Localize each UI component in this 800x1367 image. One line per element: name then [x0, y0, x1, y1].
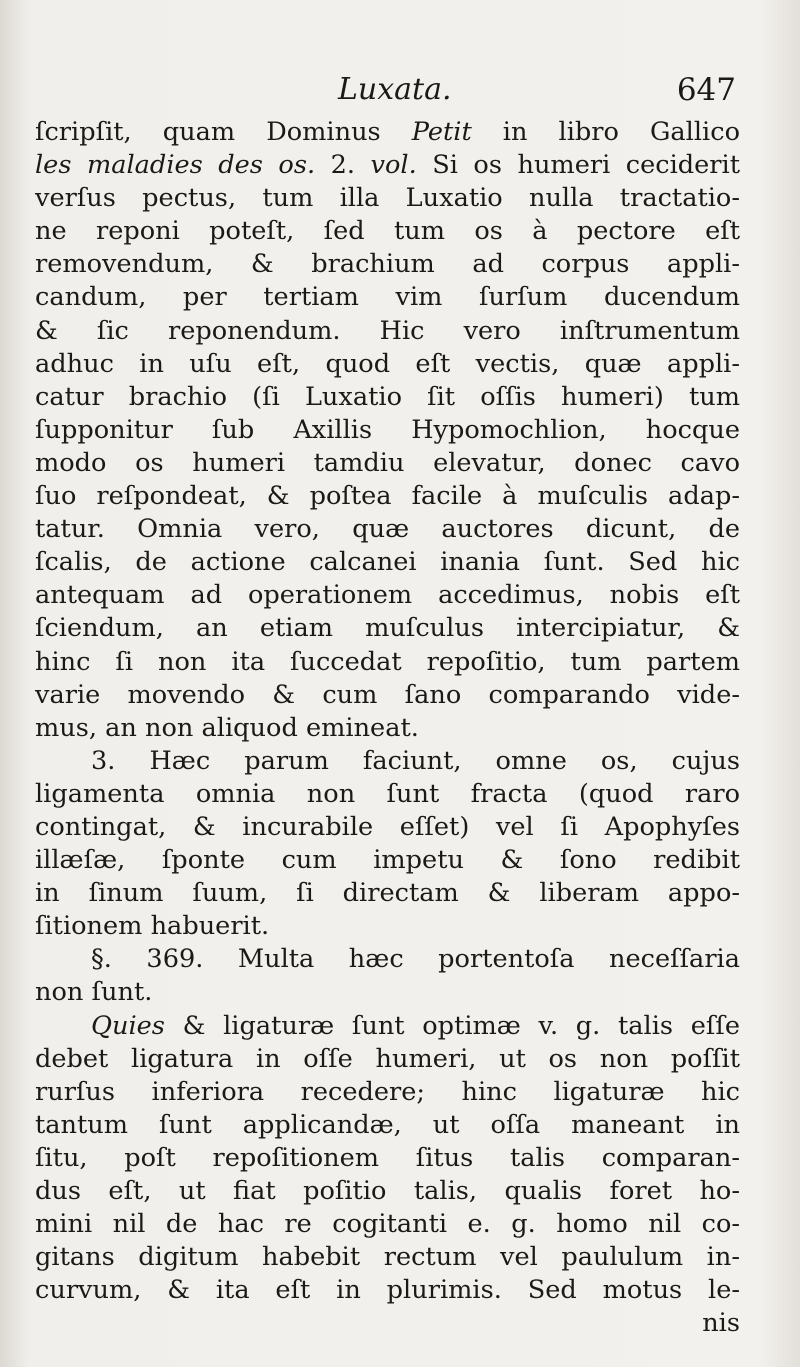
text-line: [35, 646, 740, 679]
text-line: [35, 116, 740, 149]
text-segment: mini nil de hac re cogitanti e. g. homo nil co-: [35, 1209, 740, 1240]
text-line: [35, 1274, 740, 1307]
text-segment: ligamenta omnia non ſunt fracta (quod raro: [35, 778, 740, 809]
text-line: [35, 546, 740, 579]
text-line: [35, 910, 740, 943]
text-segment: mus, an non aliquod emineat.: [35, 712, 419, 743]
text-line: [35, 1175, 740, 1208]
text-line: [35, 1241, 740, 1274]
text-line: [35, 381, 740, 414]
text-line: [35, 414, 740, 447]
text-segment: gitans digitum habebit rectum vel paululum in-: [35, 1242, 740, 1273]
text-segment: catur brachio (ſi Luxatio ſit oſſis humeri) tum: [35, 381, 740, 412]
italic-text: les maladies des os.: [35, 150, 316, 181]
text-segment: ſitu, poſt repoſitionem ſitus talis comparan-: [35, 1142, 740, 1173]
text-line: [35, 1010, 740, 1043]
text-segment: illæſæ, ſponte cum impetu & ſono redibit: [35, 845, 740, 876]
text-line: [35, 844, 740, 877]
running-title: Luxata.: [338, 72, 452, 107]
text-segment: & ligaturæ ſunt optimæ v. g. talis eſſe: [164, 1010, 740, 1041]
text-line: [35, 1142, 740, 1175]
page-number: 647: [676, 72, 736, 108]
text-segment: & ſic reponendum. Hic vero inſtrumentum: [35, 315, 740, 346]
italic-text: Petit: [411, 117, 472, 147]
text-segment: ſupponitur ſub Axillis Hypomochlion, hocque: [35, 414, 740, 445]
text-segment: §. 369. Multa hæc portentoſa neceſſaria: [91, 944, 740, 975]
text-segment: 2.: [315, 150, 371, 181]
text-segment: hinc ſi non ita ſuccedat repoſitio, tum partem: [35, 646, 740, 677]
text-line: [35, 215, 740, 248]
text-segment: ſcalis, de actione calcanei inania ſunt. Sed hic: [35, 547, 740, 578]
text-segment: candum, per tertiam vim ſurſum ducendum: [35, 282, 740, 313]
text-segment: varie movendo & cum ſano comparando vide-: [35, 679, 740, 710]
text-segment: in libro Gallico: [471, 117, 740, 147]
text-segment: verſus pectus, tum illa Luxatio nulla tractatio-: [35, 183, 740, 214]
text-line: [35, 248, 740, 281]
text-segment: dus eſt, ut fiat poſitio talis, qualis foret ho-: [35, 1176, 740, 1206]
text-segment: ſuo reſpondeat, & poſtea facile à muſculis adap-: [35, 481, 740, 512]
text-segment: in ſinum ſuum, ſi directam & liberam appo-: [35, 878, 740, 909]
text-line: [35, 315, 740, 348]
text-line: [35, 182, 740, 215]
text-segment: ſcripſit, quam Dominus: [35, 117, 412, 147]
text-line: [35, 1043, 740, 1076]
page-header: [36, 72, 736, 116]
text-line: [35, 1109, 740, 1142]
text-segment: adhuc in uſu eſt, quod eſt vectis, quæ appli-: [35, 348, 740, 379]
text-line: [35, 149, 740, 182]
text-segment: tantum ſunt applicandæ, ut oſſa maneant in: [35, 1109, 740, 1140]
text-segment: ſitionem habuerit.: [35, 911, 270, 942]
text-line: [35, 745, 740, 778]
body-text: [35, 116, 740, 1340]
text-line: [35, 943, 740, 976]
text-segment: contingat, & incurabile eſſet) vel ſi Apophyſes: [35, 811, 740, 842]
text-segment: ſciendum, an etiam muſculus intercipiatur, &: [35, 613, 740, 644]
text-line: [35, 513, 740, 546]
text-line: [35, 679, 740, 712]
text-segment: Si os humeri ceciderit: [416, 150, 740, 181]
text-line: [35, 480, 740, 513]
text-segment: debet ligatura in oſſe humeri, ut os non poſſit: [35, 1043, 740, 1074]
italic-text: vol.: [370, 150, 417, 181]
italic-text: Quies: [91, 1010, 165, 1041]
text-line: [35, 612, 740, 645]
text-segment: ne reponi poteſt, ſed tum os à pectore eſt: [35, 216, 740, 247]
text-segment: modo os humeri tamdiu elevatur, donec cavo: [35, 447, 740, 478]
text-segment: non ſunt.: [35, 977, 153, 1008]
text-segment: curvum, & ita eſt in plurimis. Sed motus le-: [35, 1275, 740, 1306]
text-segment: removendum, & brachium ad corpus appli-: [35, 249, 740, 280]
text-line: [35, 281, 740, 314]
text-line: [35, 778, 740, 811]
text-segment: 3. Hæc parum faciunt, omne os, cujus: [91, 745, 740, 776]
text-line: [35, 1208, 740, 1241]
text-line: [35, 579, 740, 612]
catchword: nis: [702, 1308, 740, 1339]
text-line: [35, 348, 740, 381]
text-line: [35, 976, 740, 1009]
text-line: [35, 447, 740, 480]
text-line: [35, 1076, 740, 1109]
text-segment: tatur. Omnia vero, quæ auctores dicunt, de: [35, 514, 740, 545]
text-line: [35, 712, 740, 745]
text-segment: antequam ad operationem accedimus, nobis eſt: [35, 580, 740, 611]
text-line: [35, 811, 740, 844]
text-line: [35, 877, 740, 910]
text-segment: rurſus inferiora recedere; hinc ligaturæ hic: [35, 1076, 740, 1107]
